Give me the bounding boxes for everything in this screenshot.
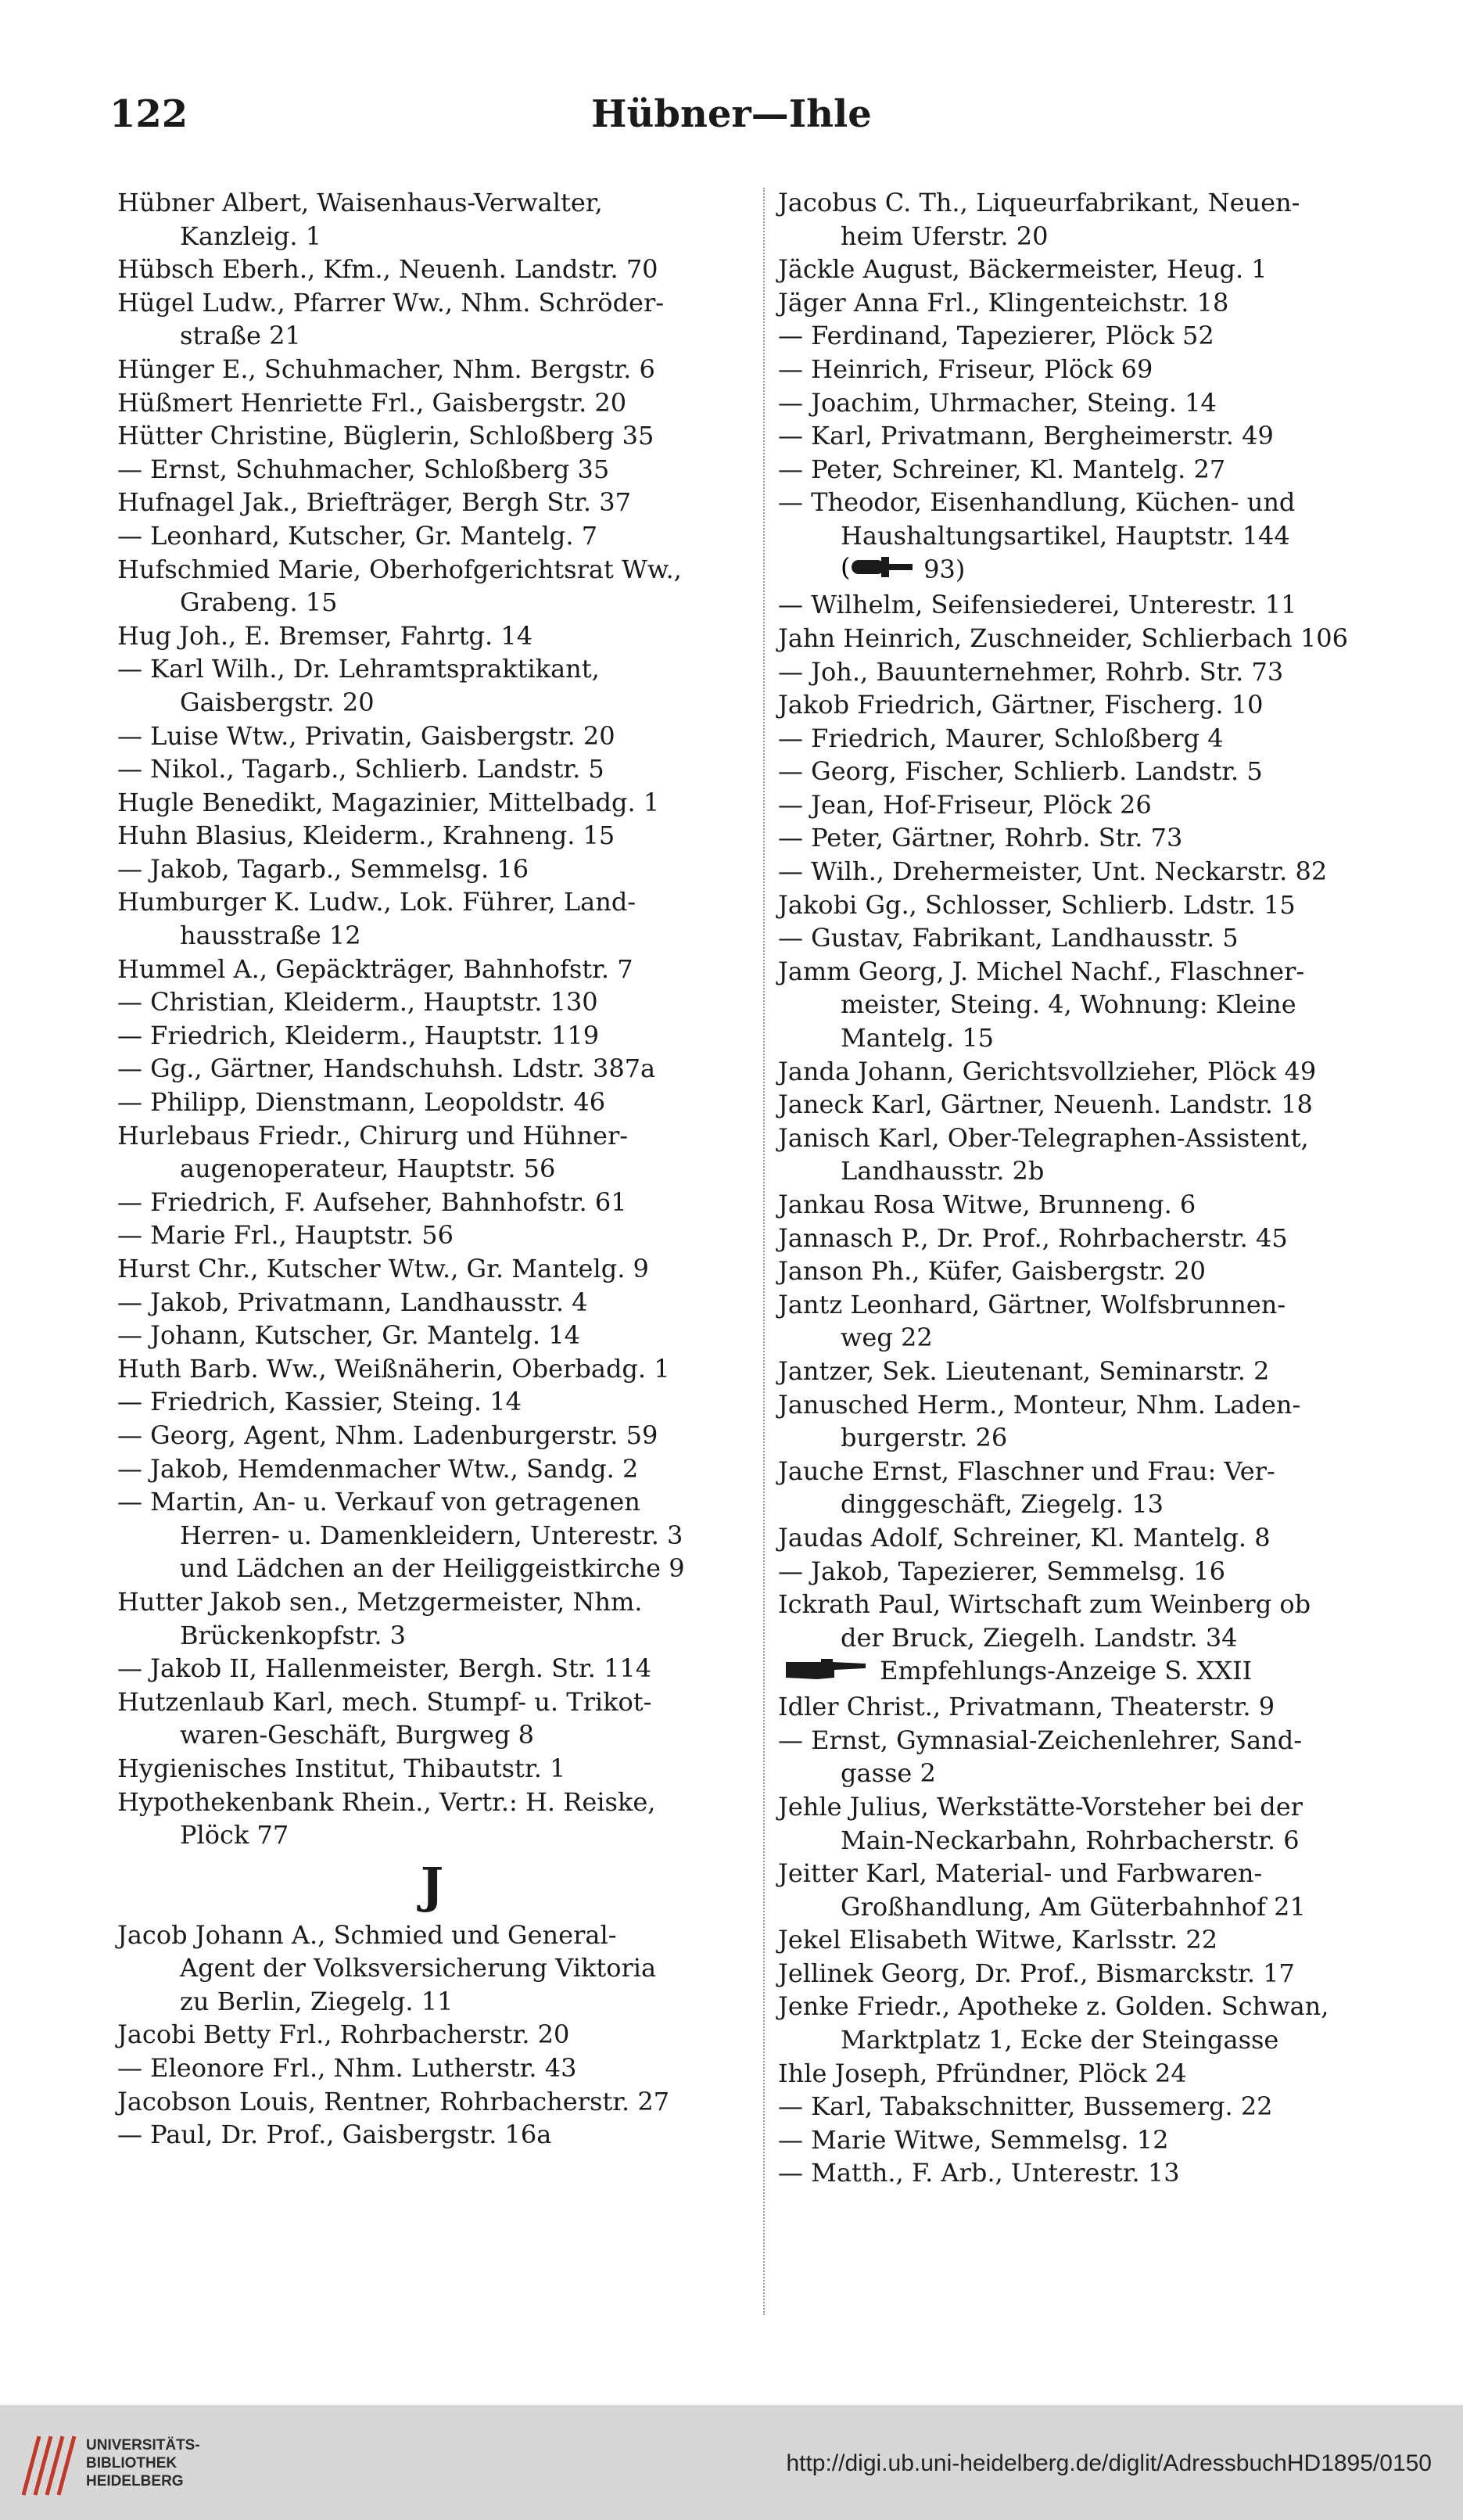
entry-text: Hummel A., Gepäckträger, Bahnhofstr. 7 [117, 953, 633, 984]
entry-text: — Heinrich, Friseur, Plöck 69 [778, 354, 1153, 384]
svg-text:(: ( [841, 553, 851, 580]
directory-entry [117, 953, 747, 986]
directory-entry [117, 786, 747, 820]
directory-entry [778, 1588, 1411, 1621]
entry-text: Janisch Karl, Ober-Telegraphen-Assistent, [778, 1122, 1309, 1153]
entry-text: der Bruck, Ziegelh. Landstr. 34 [841, 1622, 1238, 1653]
entry-text: — Marie Witwe, Semmelsg. 12 [778, 2124, 1169, 2155]
entry-text: Ickrath Paul, Wirtschaft zum Weinberg ob [778, 1589, 1311, 1620]
entry-text: — Peter, Schreiner, Kl. Mantelg. 27 [778, 454, 1226, 484]
entry-text: Jauche Ernst, Flaschner und Frau: Ver- [778, 1456, 1275, 1486]
directory-entry [117, 720, 747, 753]
directory-entry [778, 2057, 1411, 2091]
directory-entry [778, 186, 1411, 220]
directory-entry [117, 1685, 747, 1719]
directory-entry [117, 885, 747, 919]
directory-entry [117, 2018, 747, 2052]
entry-text: Jakob Friedrich, Gärtner, Fischerg. 10 [778, 690, 1264, 720]
entry-continuation [778, 988, 1411, 1021]
right-column [778, 186, 1411, 2190]
entry-text: Jacobson Louis, Rentner, Rohrbacherstr. 27 [117, 2086, 670, 2116]
entry-text: Hütter Christine, Büglerin, Schloßberg 35 [117, 421, 654, 451]
directory-entry [117, 1186, 747, 1219]
entry-continuation [778, 553, 1411, 589]
entry-text: gasse 2 [841, 1758, 936, 1789]
directory-entry [117, 853, 747, 886]
entry-text: Landhausstr. 2b [841, 1156, 1045, 1186]
directory-entry [117, 2118, 747, 2152]
directory-entry [117, 1919, 747, 1952]
entry-text: 93) [923, 554, 966, 584]
directory-entry [778, 1724, 1411, 1757]
entry-text: — Friedrich, F. Aufseher, Bahnhofstr. 61 [117, 1186, 627, 1217]
entry-text: Jeitter Karl, Material- und Farbwaren- [778, 1858, 1263, 1889]
entry-text: Janusched Herm., Monteur, Nhm. Laden- [778, 1389, 1301, 1420]
directory-entry [117, 1252, 747, 1286]
directory-entry [117, 353, 747, 386]
university-library-logo-icon [16, 2428, 82, 2499]
directory-entry [117, 1019, 747, 1053]
page-header [0, 92, 1463, 155]
directory-entry [117, 619, 747, 653]
directory-entry [778, 1455, 1411, 1488]
entry-text: — Philipp, Dienstmann, Leopoldstr. 46 [117, 1087, 606, 1118]
directory-entry [778, 386, 1411, 420]
directory-entry [778, 655, 1411, 689]
directory-entry [778, 1790, 1411, 1824]
entry-continuation [117, 1818, 747, 1852]
entry-text: Hünger E., Schuhmacher, Nhm. Bergstr. 6 [117, 354, 655, 384]
entry-text: Jellinek Georg, Dr. Prof., Bismarckstr. 17 [778, 1958, 1295, 1988]
directory-entry [117, 286, 747, 320]
directory-entry [117, 819, 747, 853]
entry-text: Plöck 77 [180, 1820, 289, 1851]
entry-text: Herren- u. Damenkleidern, Unterestr. 3 [180, 1520, 683, 1550]
entry-continuation [778, 1890, 1411, 1924]
entry-text: Agent der Volksversicherung Viktoria [180, 1953, 657, 1983]
entry-continuation [117, 1619, 747, 1653]
entry-text: — Georg, Fischer, Schlierb. Landstr. 5 [778, 756, 1263, 787]
directory-entry [117, 1652, 747, 1685]
directory-entry [778, 955, 1411, 989]
entry-text: — Luise Wtw., Privatin, Gaisbergstr. 20 [117, 720, 615, 751]
directory-entry [117, 453, 747, 486]
directory-entry [778, 855, 1411, 888]
entry-continuation [117, 1718, 747, 1752]
directory-entry [778, 319, 1411, 353]
logo-line: BIBLIOTHEK [86, 2455, 177, 2472]
entry-continuation [117, 220, 747, 253]
entry-text: — Karl, Privatmann, Bergheimerstr. 49 [778, 421, 1274, 451]
directory-entry [778, 1122, 1411, 1155]
entry-text: Hug Joh., E. Bremser, Fahrtg. 14 [117, 620, 533, 651]
source-url-link[interactable]: http://digi.ub.uni-heidelberg.de/diglit/AdressbuchHD1895/0150 [786, 2450, 1432, 2476]
entry-continuation [778, 1421, 1411, 1455]
entry-text: Hübsch Eberh., Kfm., Neuenh. Landstr. 70 [117, 254, 658, 285]
entry-text: — Jakob, Hemdenmacher Wtw., Sandg. 2 [117, 1453, 639, 1484]
entry-text: Hutzenlaub Karl, mech. Stumpf- u. Trikot- [117, 1686, 652, 1717]
directory-entry [778, 2123, 1411, 2157]
entry-text: Hygienisches Institut, Thibautstr. 1 [117, 1753, 566, 1783]
entry-text: — Jakob, Tagarb., Semmelsg. 16 [117, 853, 529, 884]
entry-text: Jehle Julius, Werkstätte-Vorsteher bei der [778, 1791, 1303, 1822]
entry-continuation [778, 220, 1411, 253]
directory-entry [778, 1690, 1411, 1724]
directory-entry [117, 1485, 747, 1519]
directory-entry [778, 1388, 1411, 1422]
directory-entry [778, 1957, 1411, 1991]
entry-text: Jäckle August, Bäckermeister, Heug. 1 [778, 254, 1268, 285]
logo-line: HEIDELBERG [86, 2473, 184, 2489]
entry-text: — Ernst, Schuhmacher, Schloßberg 35 [117, 454, 610, 484]
entry-text: Brückenkopfstr. 3 [180, 1620, 407, 1650]
entry-continuation [778, 519, 1411, 553]
entry-text: Jacobus C. Th., Liqueurfabrikant, Neuen- [778, 188, 1300, 217]
entry-text: — Gg., Gärtner, Handschuhsh. Ldstr. 387a [117, 1054, 656, 1084]
entry-continuation [778, 1021, 1411, 1055]
directory-entry [117, 1452, 747, 1486]
entry-continuation [117, 1519, 747, 1553]
directory-entry [778, 1088, 1411, 1122]
entry-continuation [778, 1824, 1411, 1858]
entry-text: und Lädchen an der Heiliggeistkirche 9 [180, 1553, 685, 1584]
directory-entry [778, 1555, 1411, 1588]
entry-text: Jäger Anna Frl., Klingenteichstr. 18 [778, 287, 1229, 318]
logo-line: UNIVERSITÄTS- [86, 2437, 200, 2454]
entry-text: Ihle Joseph, Pfründner, Plöck 24 [778, 2058, 1187, 2088]
entry-text: Jahn Heinrich, Zuschneider, Schlierbach 106 [778, 623, 1349, 653]
entry-continuation [778, 2023, 1411, 2057]
directory-entry [778, 821, 1411, 855]
entry-continuation [117, 1552, 747, 1585]
entry-text: — Martin, An- u. Verkauf von getragenen [117, 1487, 640, 1517]
entry-text: Marktplatz 1, Ecke der Steingasse [841, 2025, 1279, 2055]
entry-text: Jekel Elisabeth Witwe, Karlsstr. 22 [778, 1925, 1218, 1955]
entry-text: Janson Ph., Küfer, Gaisbergstr. 20 [778, 1256, 1206, 1287]
directory-entry [117, 1086, 747, 1119]
entry-text: Hufschmied Marie, Oberhofgerichtsrat Ww., [117, 554, 682, 584]
directory-entry [778, 921, 1411, 955]
entry-text: Main-Neckarbahn, Rohrbacherstr. 6 [841, 1825, 1300, 1855]
entry-text: — Jakob II, Hallenmeister, Bergh. Str. 114 [117, 1653, 652, 1684]
directory-entry [117, 1419, 747, 1452]
entry-text: Hypothekenbank Rhein., Vertr.: H. Reiske, [117, 1786, 656, 1817]
directory-entry [778, 1654, 1411, 1690]
entry-text: — Joh., Bauunternehmer, Rohrb. Str. 73 [778, 656, 1284, 687]
entry-continuation [117, 1951, 747, 1985]
entry-text: — Eleonore Frl., Nhm. Lutherstr. 43 [117, 2053, 577, 2084]
directory-entry [778, 253, 1411, 286]
entry-continuation [778, 1621, 1411, 1655]
entry-text: Hufnagel Jak., Briefträger, Bergh Str. 37 [117, 487, 631, 518]
directory-entry [117, 1352, 747, 1386]
directory-entry [778, 1288, 1411, 1322]
directory-entry [117, 985, 747, 1019]
directory-entry [117, 1119, 747, 1153]
left-entries [117, 186, 747, 1852]
entry-text: Humburger K. Ludw., Lok. Führer, Land- [117, 887, 636, 917]
directory-entry [117, 1319, 747, 1352]
directory-entry [778, 1923, 1411, 1957]
entry-text: — Friedrich, Kleiderm., Hauptstr. 119 [117, 1020, 600, 1050]
directory-entry [778, 688, 1411, 722]
entry-text: Hüßmert Henriette Frl., Gaisbergstr. 20 [117, 387, 627, 418]
directory-entry [778, 1055, 1411, 1089]
entry-text: Grabeng. 15 [180, 587, 338, 618]
entry-text: — Jakob, Tapezierer, Semmelsg. 16 [778, 1556, 1225, 1586]
entry-text: straße 21 [180, 321, 301, 351]
entry-text: — Matth., F. Arb., Unterestr. 13 [778, 2158, 1180, 2188]
entry-text: hausstraße 12 [180, 921, 361, 951]
entry-text: Jantz Leonhard, Gärtner, Wolfsbrunnen- [778, 1289, 1286, 1319]
entry-text: Jacobi Betty Frl., Rohrbacherstr. 20 [117, 2019, 570, 2050]
entry-text: Jannasch P., Dr. Prof., Rohrbacherstr. 45 [778, 1222, 1288, 1253]
entry-text: — Ferdinand, Tapezierer, Plöck 52 [778, 321, 1214, 351]
entry-continuation [117, 1985, 747, 2019]
directory-entry [778, 755, 1411, 788]
directory-entry [778, 1255, 1411, 1288]
entry-text: Hügel Ludw., Pfarrer Ww., Nhm. Schröder- [117, 287, 665, 318]
entry-text: — Friedrich, Kassier, Steing. 14 [117, 1387, 522, 1417]
directory-entry [117, 1786, 747, 1819]
entry-text: — Joachim, Uhrmacher, Steing. 14 [778, 387, 1217, 418]
column-divider [763, 188, 765, 2315]
library-logo-text [86, 2436, 200, 2490]
entry-text: dinggeschäft, Ziegelg. 13 [841, 1489, 1164, 1520]
directory-entry [117, 519, 747, 553]
entry-text: — Wilh., Drehermeister, Unt. Neckarstr. 82 [778, 856, 1328, 887]
entry-text: Idler Christ., Privatmann, Theaterstr. 9 [778, 1692, 1275, 1722]
directory-entry [117, 1752, 747, 1786]
entry-text: — Gustav, Fabrikant, Landhausstr. 5 [778, 923, 1239, 953]
entry-continuation [778, 1757, 1411, 1790]
directory-entry [778, 1222, 1411, 1255]
directory-entry [117, 486, 747, 519]
directory-entry [778, 2156, 1411, 2190]
entry-text: meister, Steing. 4, Wohnung: Kleine [841, 989, 1296, 1020]
entry-text: Haushaltungsartikel, Hauptstr. 144 [841, 520, 1290, 551]
entry-text: zu Berlin, Ziegelg. 11 [180, 1986, 454, 2016]
directory-entry [778, 1521, 1411, 1555]
page-title: Hübner—Ihle [591, 92, 872, 136]
entry-text: Jaudas Adolf, Schreiner, Kl. Mantelg. 8 [778, 1522, 1271, 1553]
directory-entry [778, 588, 1411, 622]
directory-entry [778, 353, 1411, 386]
left-entries-after [117, 1919, 747, 2152]
entry-text: Hugle Benedikt, Magazinier, Mittelbadg. 1 [117, 787, 660, 817]
entry-text: Huhn Blasius, Kleiderm., Krahneng. 15 [117, 820, 615, 851]
entry-text: Hutter Jakob sen., Metzgermeister, Nhm. [117, 1586, 643, 1617]
entry-text: heim Uferstr. 20 [841, 221, 1049, 251]
entry-text: — Johann, Kutscher, Gr. Mantelg. 14 [117, 1320, 580, 1351]
entry-text: Jamm Georg, J. Michel Nachf., Flaschner- [778, 956, 1305, 986]
directory-entry [778, 486, 1411, 519]
entry-text: Jakobi Gg., Schlosser, Schlierb. Ldstr. 15 [778, 889, 1296, 920]
entry-text: Kanzleig. 1 [180, 221, 322, 251]
directory-entry [117, 752, 747, 786]
directory-entry [117, 2052, 747, 2085]
entry-text: — Ernst, Gymnasial-Zeichenlehrer, Sand- [778, 1725, 1303, 1755]
entry-text: — Theodor, Eisenhandlung, Küchen- und [778, 487, 1296, 518]
directory-entry [117, 1585, 747, 1619]
entry-continuation [117, 319, 747, 353]
entry-text: weg 22 [841, 1323, 933, 1353]
entry-text: augenoperateur, Hauptstr. 56 [180, 1154, 556, 1184]
directory-entry [117, 419, 747, 453]
entry-text: Jantzer, Sek. Lieutenant, Seminarstr. 2 [778, 1355, 1270, 1386]
entry-text: Janeck Karl, Gärtner, Neuenh. Landstr. 18 [778, 1089, 1313, 1120]
entry-text: waren-Geschäft, Burgweg 8 [180, 1720, 534, 1750]
entry-text: Jankau Rosa Witwe, Brunneng. 6 [778, 1190, 1196, 1220]
entry-text: — Nikol., Tagarb., Schlierb. Landstr. 5 [117, 754, 604, 784]
directory-entry [117, 253, 747, 286]
directory-entry [778, 622, 1411, 655]
entry-continuation [117, 586, 747, 619]
entry-text: — Paul, Dr. Prof., Gaisbergstr. 16a [117, 2120, 552, 2150]
pointing-hand-icon [778, 1656, 872, 1691]
entry-continuation [778, 1488, 1411, 1521]
directory-entry [778, 1990, 1411, 2023]
directory-entry [778, 888, 1411, 922]
directory-entry [117, 1385, 747, 1419]
entry-text: Gaisbergstr. 20 [180, 687, 375, 717]
directory-entry [778, 419, 1411, 453]
directory-entry [117, 652, 747, 686]
entry-text: Hübner Albert, Waisenhaus-Verwalter, [117, 188, 603, 217]
entry-text: Empfehlungs-Anzeige S. XXII [880, 1656, 1253, 1686]
entry-continuation [778, 1154, 1411, 1188]
directory-entry [117, 386, 747, 420]
entry-text: Jacob Johann A., Schmied und General- [117, 1919, 617, 1950]
entry-text: — Friedrich, Maurer, Schloßberg 4 [778, 723, 1224, 753]
directory-entry [778, 1355, 1411, 1388]
telephone-icon [841, 554, 916, 589]
entry-text: — Karl Wilh., Dr. Lehramtspraktikant, [117, 654, 600, 684]
directory-entry [117, 186, 747, 220]
entry-text: — Marie Frl., Hauptstr. 56 [117, 1220, 454, 1251]
directory-entry [117, 1219, 747, 1252]
entry-text: — Jakob, Privatmann, Landhausstr. 4 [117, 1287, 588, 1317]
entry-continuation [117, 919, 747, 953]
directory-entry [117, 1286, 747, 1319]
entry-text: Huth Barb. Ww., Weißnäherin, Oberbadg. 1 [117, 1353, 670, 1384]
section-letter: J [420, 1856, 444, 1914]
entry-text: Janda Johann, Gerichtsvollzieher, Plöck 49 [778, 1056, 1317, 1086]
directory-entry [778, 1188, 1411, 1222]
directory-entry [117, 2085, 747, 2119]
directory-entry [778, 1857, 1411, 1890]
footer-bar [0, 2405, 1463, 2520]
directory-entry [778, 722, 1411, 756]
directory-entry [778, 2090, 1411, 2123]
entry-text: Großhandlung, Am Güterbahnhof 21 [841, 1891, 1306, 1922]
entry-text: burgerstr. 26 [841, 1423, 1008, 1453]
entry-text: — Leonhard, Kutscher, Gr. Mantelg. 7 [117, 520, 598, 551]
entry-text: Hurst Chr., Kutscher Wtw., Gr. Mantelg. 9 [117, 1254, 649, 1283]
directory-entry [778, 453, 1411, 486]
entry-text: Hurlebaus Friedr., Chirurg und Hühner- [117, 1120, 629, 1151]
entry-text: Jenke Friedr., Apotheke z. Golden. Schwan, [778, 1991, 1329, 2022]
entry-text: — Peter, Gärtner, Rohrb. Str. 73 [778, 823, 1183, 853]
entry-continuation [778, 1321, 1411, 1355]
entry-text: — Karl, Tabakschnitter, Bussemerg. 22 [778, 2091, 1273, 2122]
entry-continuation [117, 1152, 747, 1186]
entry-text: — Jean, Hof-Friseur, Plöck 26 [778, 789, 1152, 820]
entry-text: — Wilhelm, Seifensiederei, Unterestr. 11 [778, 590, 1297, 620]
directory-entry [117, 553, 747, 587]
directory-entry [778, 286, 1411, 320]
entry-text: — Georg, Agent, Nhm. Ladenburgerstr. 59 [117, 1420, 658, 1450]
left-column [117, 186, 747, 2152]
right-entries [778, 186, 1411, 2190]
directory-entry [778, 788, 1411, 822]
entry-text: Mantelg. 15 [841, 1023, 995, 1054]
entry-text: — Christian, Kleiderm., Hauptstr. 130 [117, 987, 598, 1018]
page-number: 122 [109, 92, 188, 136]
entry-continuation [117, 686, 747, 720]
directory-entry [117, 1052, 747, 1086]
